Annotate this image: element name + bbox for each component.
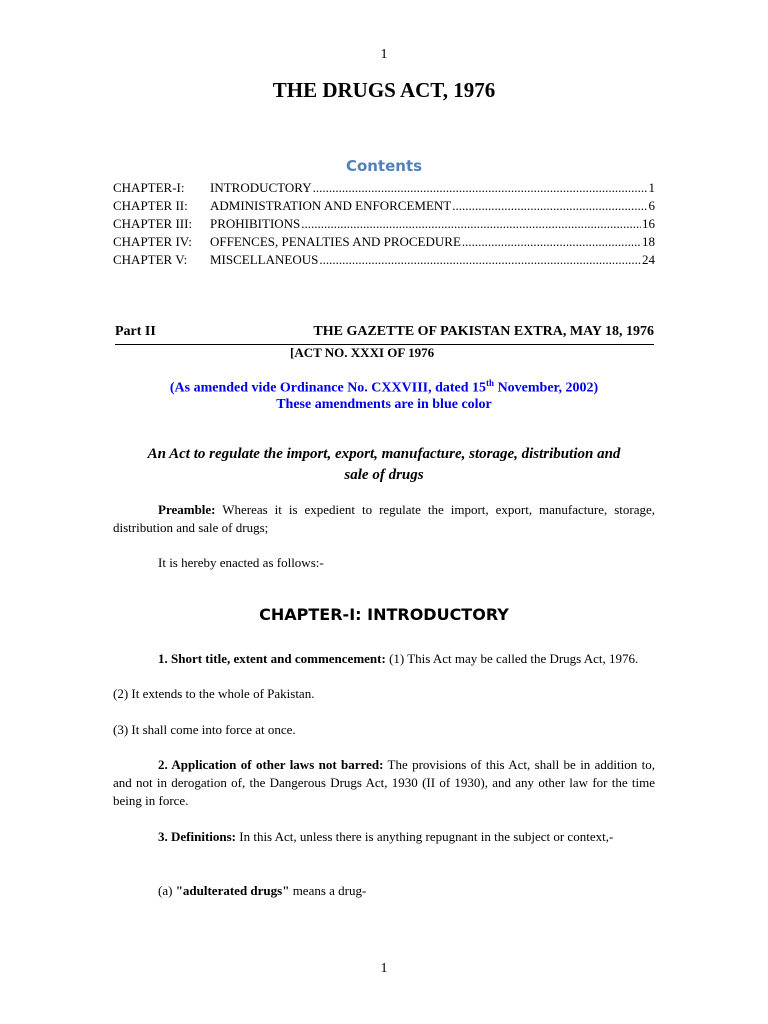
- amendment-text: (As amended vide Ordinance No. CXXVIII, dated 15: [169, 380, 487, 396]
- table-of-contents: [113, 179, 655, 269]
- preamble: [113, 501, 655, 537]
- long-title-line: sale of drugs: [344, 467, 424, 483]
- amendment-color-note: These amendments are in blue color: [276, 397, 492, 412]
- toc-page: 18: [642, 234, 655, 249]
- toc-leader: [313, 179, 648, 197]
- section-heading: 2. Application of other laws not barred:: [158, 757, 384, 772]
- toc-leader: [301, 215, 641, 233]
- toc-title: MISCELLANEOUS: [210, 252, 319, 267]
- toc-leader: [462, 233, 641, 251]
- section-1-sub-2: (2) It extends to the whole of Pakistan.: [113, 686, 315, 701]
- toc-entry[interactable]: [113, 233, 655, 251]
- page-number-top: 1: [380, 47, 388, 62]
- clause-prefix: (a): [158, 883, 176, 898]
- section-text: (1) This Act may be called the Drugs Act, 1976.: [385, 651, 639, 666]
- section-text: In this Act, unless there is anything repugnant in the subject or context,-: [236, 829, 614, 844]
- chapter-heading: CHAPTER-I: INTRODUCTORY: [259, 605, 509, 624]
- toc-title: INTRODUCTORY: [210, 180, 312, 195]
- toc-page: 1: [648, 180, 655, 195]
- toc-chapter: CHAPTER IV:: [113, 234, 192, 249]
- toc-entry[interactable]: [113, 179, 655, 197]
- amendment-text-end: November, 2002): [494, 380, 599, 396]
- toc-chapter: CHAPTER III:: [113, 216, 193, 231]
- clause-term: "adulterated drugs": [175, 883, 290, 898]
- gazette-header: [115, 324, 654, 345]
- section-2: [113, 756, 655, 810]
- act-number: [ACT NO. XXXI OF 1976: [290, 345, 435, 360]
- section-1-sub-3: (3) It shall come into force at once.: [113, 722, 296, 737]
- preamble-label: Preamble:: [158, 502, 216, 517]
- preamble-text: Whereas it is expedient to regulate the import, export, manufacture, storage, distribution and sale of drugs;: [113, 502, 655, 535]
- toc-leader: [319, 251, 641, 269]
- section-text: The provisions of this Act, shall be in addition to, and not in derogation of, the Dangerous Drugs Act, 1930 (II of 1930), and any other law for the time being in force.: [113, 757, 655, 808]
- section-1: [113, 650, 655, 668]
- toc-title: OFFENCES, PENALTIES AND PROCEDURE: [210, 234, 461, 249]
- section-heading: 1. Short title, extent and commencement:: [158, 651, 386, 666]
- document-title: THE DRUGS ACT, 1976: [272, 78, 496, 102]
- toc-title: PROHIBITIONS: [210, 216, 301, 231]
- toc-page: 16: [642, 216, 655, 231]
- amendment-note: [0, 378, 768, 397]
- long-title-line: An Act to regulate the import, export, manufacture, storage, distribution and: [147, 446, 621, 462]
- section-heading: 3. Definitions:: [158, 829, 236, 844]
- clause-text: means a drug-: [289, 883, 367, 898]
- toc-chapter: CHAPTER II:: [113, 198, 188, 213]
- gazette-title: THE GAZETTE OF PAKISTAN EXTRA, MAY 18, 1976: [313, 324, 654, 339]
- toc-page: 6: [648, 198, 655, 213]
- amendment-sup: th: [486, 378, 495, 388]
- toc-leader: [452, 197, 647, 215]
- toc-chapter: CHAPTER-I:: [113, 180, 185, 195]
- enacting-clause: It is hereby enacted as follows:-: [158, 555, 324, 570]
- toc-chapter: CHAPTER V:: [113, 252, 188, 267]
- toc-entry[interactable]: [113, 197, 655, 215]
- contents-heading: Contents: [345, 157, 423, 175]
- section-3: [113, 828, 655, 846]
- toc-entry[interactable]: [113, 251, 655, 269]
- page-number-bottom: 1: [380, 961, 388, 976]
- toc-entry[interactable]: [113, 215, 655, 233]
- toc-page: 24: [642, 252, 655, 267]
- long-title: [0, 444, 768, 486]
- toc-title: ADMINISTRATION AND ENFORCEMENT: [210, 198, 452, 213]
- gazette-part: Part II: [115, 324, 156, 339]
- clause-a: [113, 882, 655, 900]
